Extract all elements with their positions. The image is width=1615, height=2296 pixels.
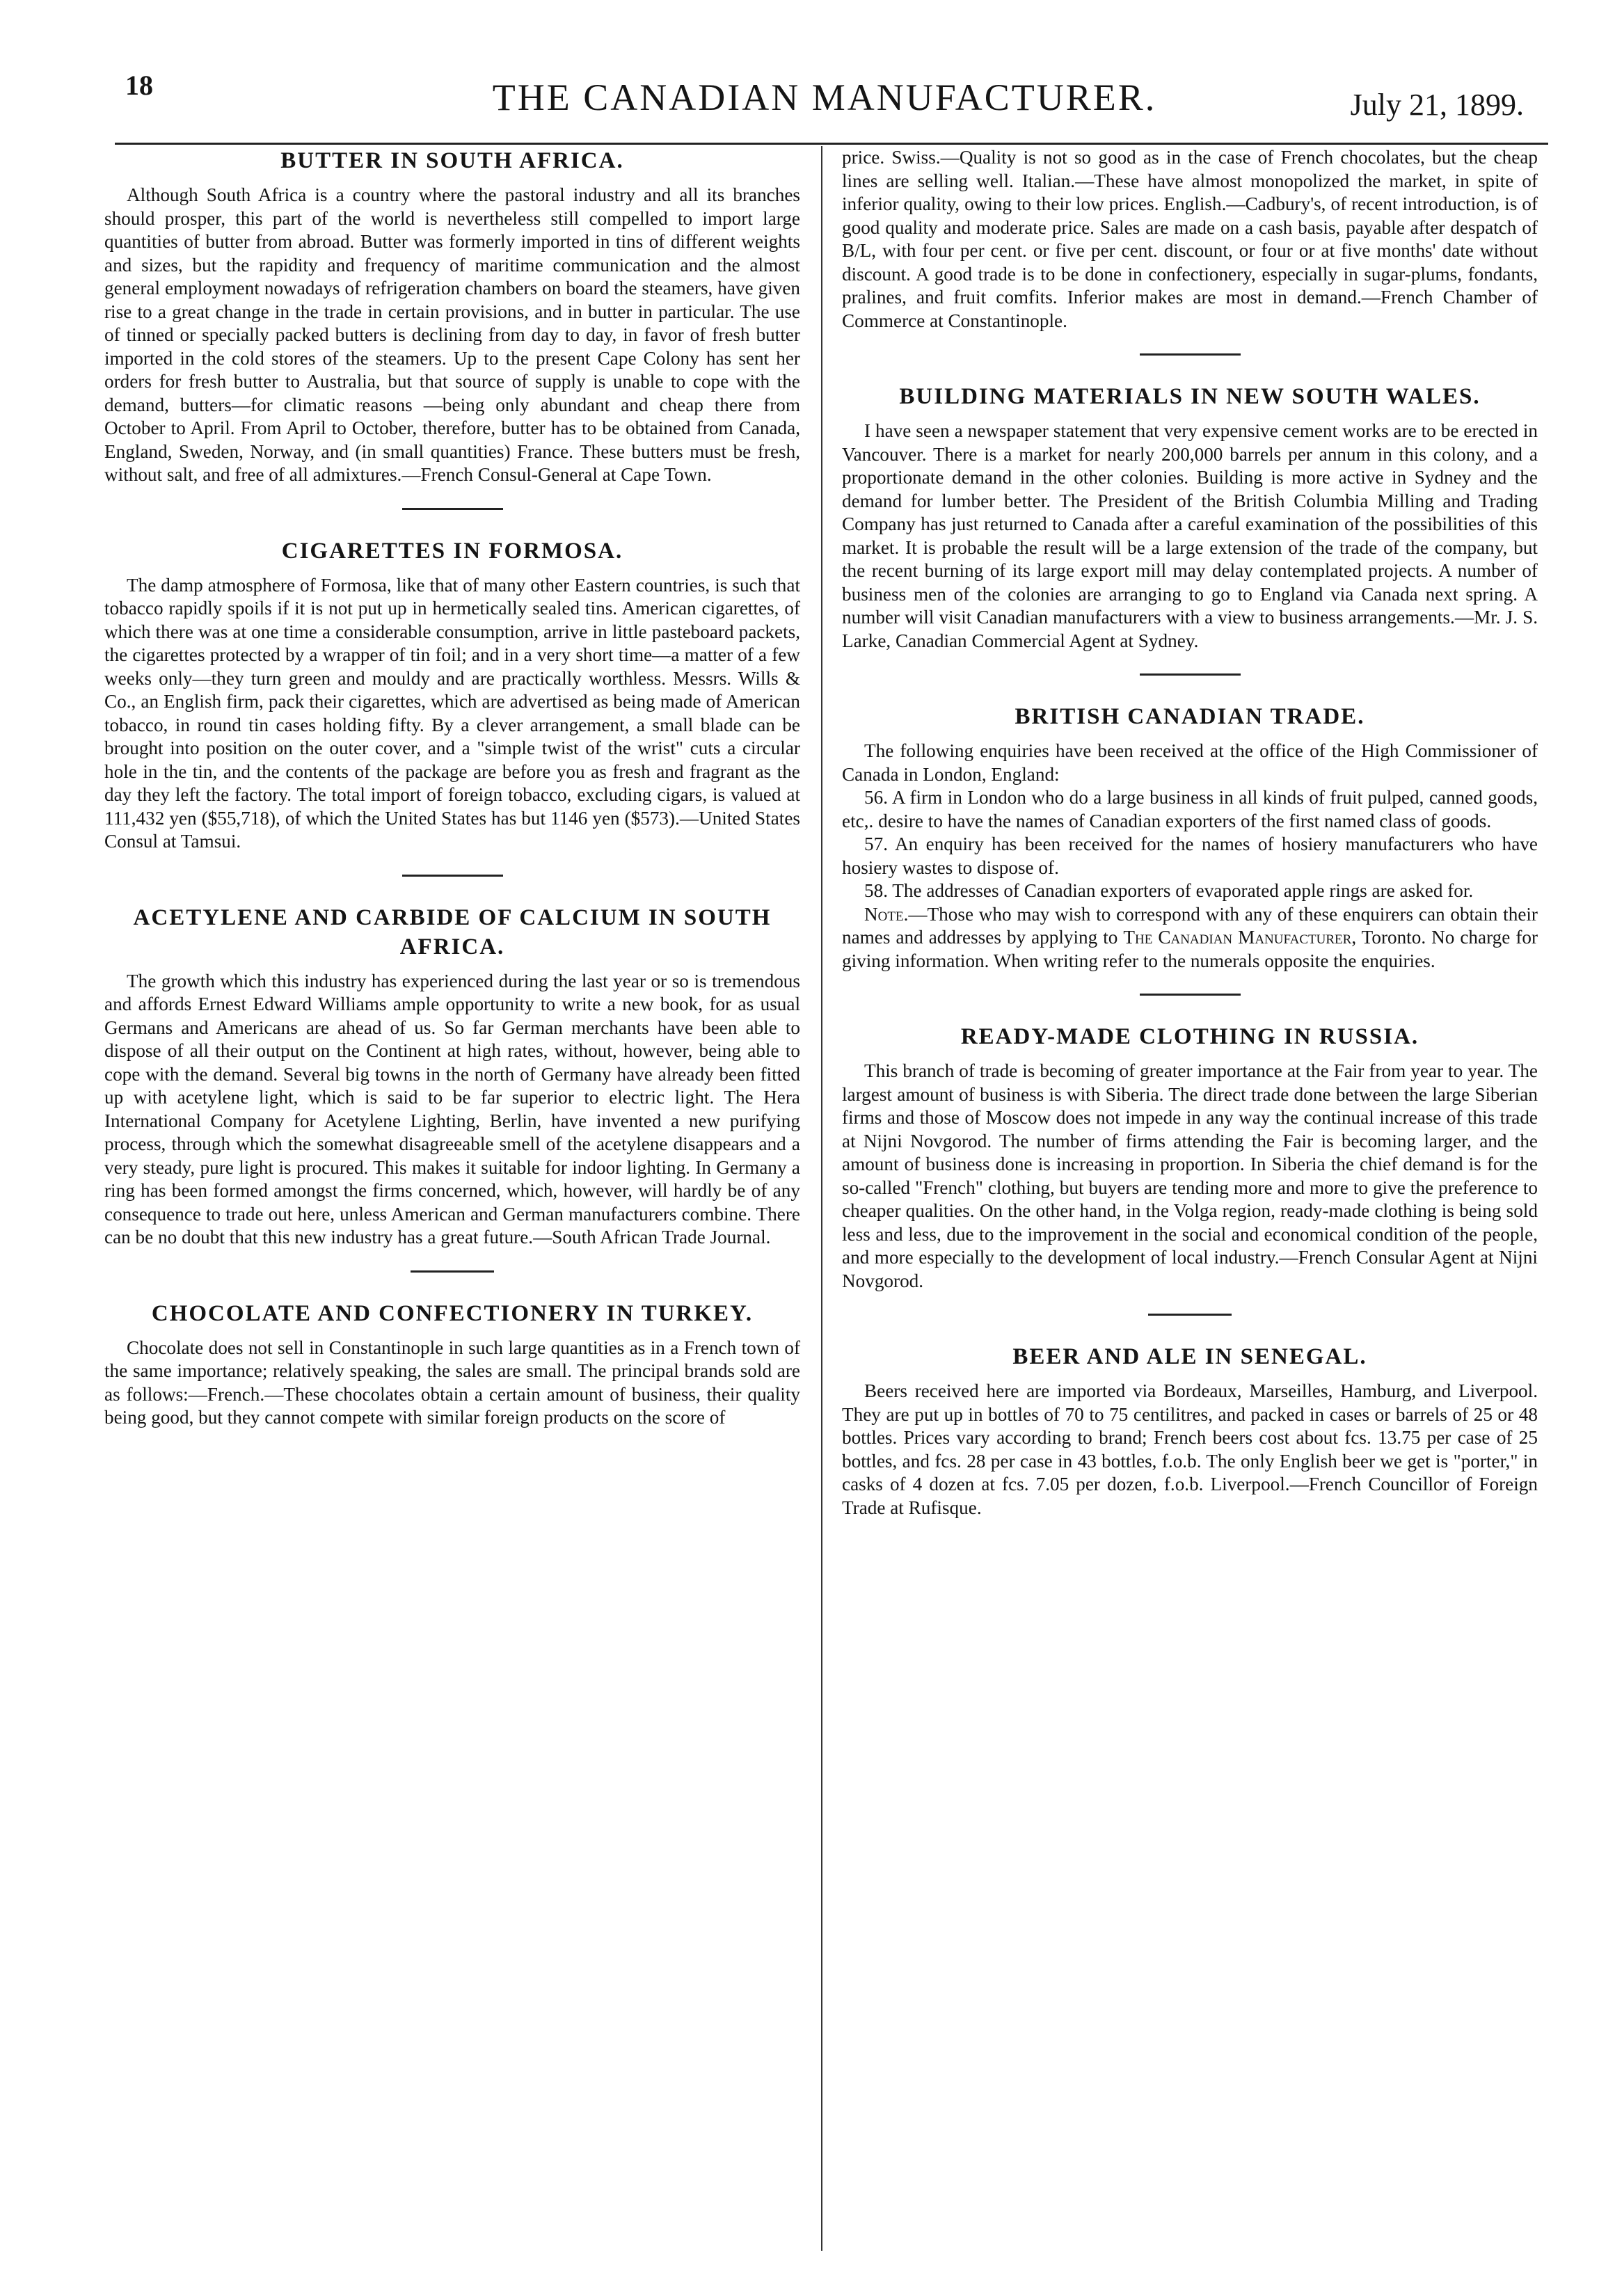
running-head <box>104 66 1545 122</box>
section-separator <box>1148 1314 1232 1316</box>
article-title: READY-MADE CLOTHING IN RUSSIA. <box>960 1024 1419 1049</box>
section-separator <box>402 508 503 510</box>
article-body: The damp atmosphere of Formosa, like that of many other Eastern countries, is such that tobacco rapidly spoils if it is not put up in hermetically sealed tins. American cigarettes, of which there was at one time a considerable consumption, arrive in little pasteboard packets, the cigarettes protected by a wrapper of tin foil; and in a very short time—a matter of a few weeks only—they turn green and mouldy and are practically worthless. Messrs. Wills & Co., an English firm, pack their cigarettes, which are advertised as being made of American tobacco, in round tin cases holding fifty. By a clever arrangement, a small blade can be brought into position on the outer cover, and a "simple twist of the wrist" cuts a circular hole in the tin, and the contents of the package are before you as fresh and fragrant as the day they left the factory. The total import of foreign tobacco, excluding cigars, is valued at 111,432 yen ($55,718), of which the United States has but 1146 yen ($573).—United States Consul at Tamsui. <box>104 574 800 852</box>
article-title: BUILDING MATERIALS IN NEW SOUTH WALES. <box>899 384 1481 409</box>
article-title: CHOCOLATE AND CONFECTIONERY IN TURKEY. <box>151 1300 754 1326</box>
article-body: Although South Africa is a country where the pastoral industry and all its branches should prosper, this part of the world is nevertheless still compelled to import large quantities of butter from abroad. Butter was formerly imported in tins of different weights and sizes, but the rapidity and frequency of maritime communication and the almost general employment nowadays of refrigeration chambers on board the steamers, have given rise to a great change in the trade in certain provisions, and in butter in particular. The use of tinned or specially packed butters is declining from day to day, in favor of fresh butter imported in the cold stores of the steamers. Up to the present Cape Colony has sent her orders for fresh butter to Australia, but that source of supply is unable to cope with the demand, butters—for climatic reasons —being only abundant and cheap there from October to April. From April to October, therefore, butter has to be obtained from Canada, England, Sweden, Norway, and (in small quantities) France. These butters must be fresh, without salt, and free of all admixtures.—French Consul-General at Cape Town. <box>104 184 800 485</box>
article-body: The growth which this industry has experienced during the last year or so is tremendous and affords Ernest Edward Williams ample opportunity to write a new book, for as usual Germans and Americans are ahead of us. So far German merchants have been able to dispose of all their output on the Continent at high rates, without, however, being able to cope with the demand. Several big towns in the north of Germany have already been fitted up with acetylene light, which is said to be far superior to electric light. The Hera International Company for Acetylene Lighting, Berlin, have invented a new purifying process, through which the somewhat disagreeable smell of the acetylene disappears and a very steady, pure light is procured. This makes it suitable for indoor lighting. In Germany a ring has been formed amongst the firms concerned, which, however, will hardly be of any consequence to trade out here, unless American and German manufacturers combine. There can be no doubt that this new industry has a great future.—South African Trade Journal. <box>104 970 800 1247</box>
article-body: This branch of trade is becoming of greater importance at the Fair from year to year. The largest amount of business is with Siberia. The direct trade done between the large Siberian firms and those of Moscow does not impede in any way the continual increase of this trade at Nijni Novgorod. The number of firms attending the Fair is becoming larger, and the amount of business done is increasing in proportion. In Siberia the chief demand is for the so-called "French" clothing, but buyers are tending more and more to give the preference to cheaper qualities. On the other hand, in the Volga region, ready-made clothing is being sold less and less, due to the improvement in the social and economical condition of the people, and more especially to the development of local industry.—French Consular Agent at Nijni Novgorod. <box>842 1060 1538 1291</box>
article-title: BRITISH CANADIAN TRADE. <box>1015 704 1365 729</box>
issue-date: July 21, 1899. <box>1350 88 1524 122</box>
publication-title: THE CANADIAN MANUFACTURER. <box>492 77 1157 118</box>
article-building-materials <box>842 382 1538 653</box>
article-butter <box>104 146 800 487</box>
column-divider <box>821 146 822 2251</box>
article-beer-and-ale <box>842 1342 1538 1520</box>
article-body: Beers received here are imported via Bordeaux, Marseilles, Hamburg, and Liverpool. They are put up in bottles of 70 to 75 centilitres, and packed in cases or barrels of 25 or 48 bottles. Prices vary according to brand; French beers cost about fcs. 13.75 per case of 25 bottles, and fcs. 28 per case in 43 bottles, f.o.b. The only English beer we get is "porter," in casks of 4 dozen at fcs. 7.05 per dozen, f.o.b. Liverpool.—French Councillor of Foreign Trade at Rufisque. <box>842 1380 1538 1518</box>
note-text-b: , Toronto. No charge for giving information. When writing refer to the numerals opposite the enquiries. <box>842 927 1538 971</box>
section-separator <box>1140 994 1241 996</box>
article-chocolate-continued <box>842 146 1538 333</box>
article-title: BEER AND ALE IN SENEGAL. <box>1012 1344 1367 1369</box>
left-column <box>104 146 800 1430</box>
article-title: BUTTER IN SOUTH AFRICA. <box>280 148 624 173</box>
enquiry-note <box>842 903 1538 973</box>
section-separator <box>1140 673 1241 676</box>
section-separator <box>1140 353 1241 356</box>
article-chocolate <box>104 1299 800 1430</box>
enquiry-56: 56. A firm in London who do a large business in all kinds of fruit pulped, canned goods, etc,. desire to have the names of Canadian exporters of the first named class of goods. <box>842 787 1538 831</box>
article-acetylene <box>104 903 800 1250</box>
article-body-continued: price. Swiss.—Quality is not so good as in the case of French chocolates, but the cheap lines are selling well. Italian.—These have almost monopolized the market, in spite of inferior quality, owing to their low prices. English.—Cadbury's, of recent introduction, is of good quality and moderate price. Sales are made on a cash basis, payable after despatch of B/L, with four per cent. or five per cent. discount, or four or at five months' date without discount. A good trade is to be done in confectionery, especially in sugar-plums, fondants, pralines, and fruit comfits. Inferior makes are most in demand.—French Chamber of Commerce at Constantinople. <box>842 147 1538 331</box>
section-separator <box>411 1270 494 1273</box>
note-label: Note. <box>864 903 909 925</box>
note-text-a: —Those who may wish to correspond with any of these enquirers can obtain their names and addresses by applying to <box>842 903 1538 948</box>
article-body: I have seen a newspaper statement that very expensive cement works are to be erected in Vancouver. There is a market for nearly 200,000 barrels per annum in this colony, and a proportionate demand in the other colonies. Building is more active in Sydney and the demand for lumber better. The President of the British Columbia Milling and Trading Company has just returned to Canada after a careful examination of the possibilities of this market. It is probable the result will be a large extension of the trade of the company, but the recent burning of its large export mill may delay contemplated projects. A number of business men of the colonies are arranging to go to England via Canada next spring. A number will visit Canadian manufacturers with a view to business arrangements.—Mr. J. S. Larke, Canadian Commercial Agent at Sydney. <box>842 420 1538 651</box>
page-number: 18 <box>125 70 153 101</box>
article-body: Chocolate does not sell in Constantinople in such large quantities as in a French town of the same importance; relatively speaking, the sales are small. The principal brands sold are as follows:—French.—These chocolates obtain a certain amount of business, their quality being good, but they cannot compete with similar foreign products on the score of <box>104 1337 800 1428</box>
right-column <box>842 146 1538 1520</box>
enquiry-58: 58. The addresses of Canadian exporters of evaporated apple rings are asked for. <box>864 880 1474 901</box>
enquiries-intro: The following enquiries have been received at the office of the High Commissioner of Canada in London, England: <box>842 740 1538 785</box>
header-rule <box>115 143 1548 145</box>
article-cigarettes <box>104 536 800 854</box>
enquiry-57: 57. An enquiry has been received for the names of hosiery manufacturers who have hosiery wastes to dispose of. <box>842 834 1538 878</box>
section-separator <box>402 875 503 877</box>
article-ready-made-clothing <box>842 1022 1538 1293</box>
note-publication: The Canadian Manufacturer <box>1123 927 1352 948</box>
article-title: ACETYLENE AND CARBIDE OF CALCIUM IN SOUTH AFRICA. <box>133 904 772 959</box>
article-british-canadian-trade <box>842 702 1538 973</box>
article-title: CIGARETTES IN FORMOSA. <box>281 538 623 564</box>
